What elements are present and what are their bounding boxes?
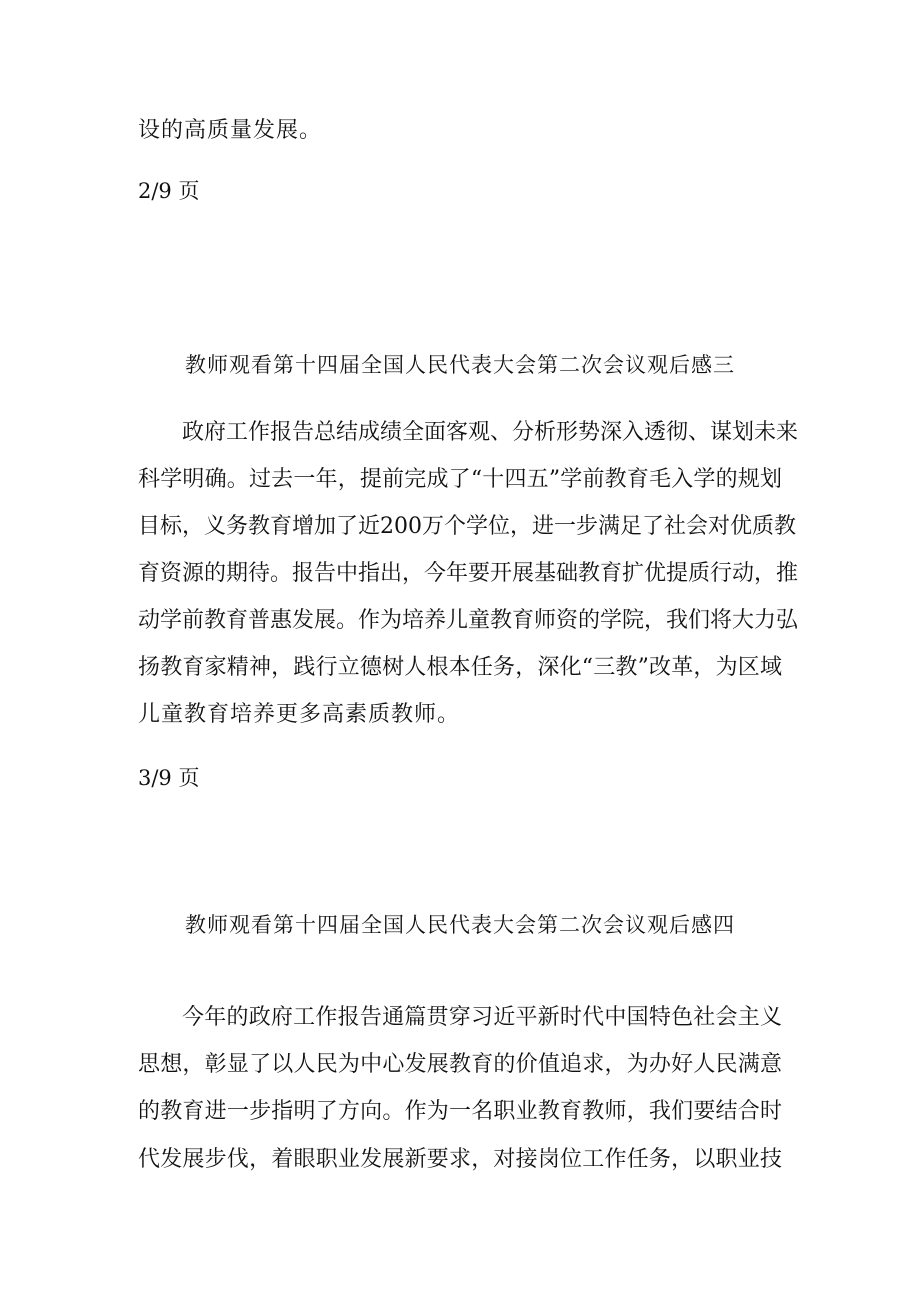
paragraph-line: 育资源的期待。报告中指出，今年要开展基础教育扩优提质行动，推 <box>138 561 799 586</box>
paragraph-line: 代发展步伐，着眼职业发展新要求，对接岗位工作任务，以职业技 <box>138 1147 782 1172</box>
section-title: 教师观看第十四届全国人民代表大会第二次会议观后感四 <box>185 913 735 937</box>
paragraph-line: 目标，义务教育增加了近200万个学位，进一步满足了社会对优质教 <box>138 514 796 539</box>
section-title: 教师观看第十四届全国人民代表大会第二次会议观后感三 <box>185 353 735 377</box>
paragraph-line: 儿童教育培养更多高素质教师。 <box>138 702 461 727</box>
continued-text-line: 设的高质量发展。 <box>138 118 323 143</box>
paragraph-line: 的教育进一步指明了方向。作为一名职业教育教师，我们要结合时 <box>138 1099 782 1124</box>
paragraph-line: 科学明确。过去一年，提前完成了“十四五”学前教育毛入学的规划 <box>138 467 782 492</box>
paragraph-line: 政府工作报告总结成绩全面客观、分析形势深入透彻、谋划未来 <box>182 420 799 445</box>
paragraph-line: 动学前教育普惠发展。作为培养儿童教育师资的学院，我们将大力弘 <box>138 608 799 633</box>
page-number: 2/9 页 <box>138 179 200 203</box>
page-number: 3/9 页 <box>138 766 200 790</box>
paragraph-line: 今年的政府工作报告通篇贯穿习近平新时代中国特色社会主义 <box>182 1005 782 1030</box>
paragraph-line: 思想，彰显了以人民为中心发展教育的价值追求，为办好人民满意 <box>138 1052 782 1077</box>
paragraph-line: 扬教育家精神，践行立德树人根本任务，深化“三教”改革，为区域 <box>138 655 782 680</box>
